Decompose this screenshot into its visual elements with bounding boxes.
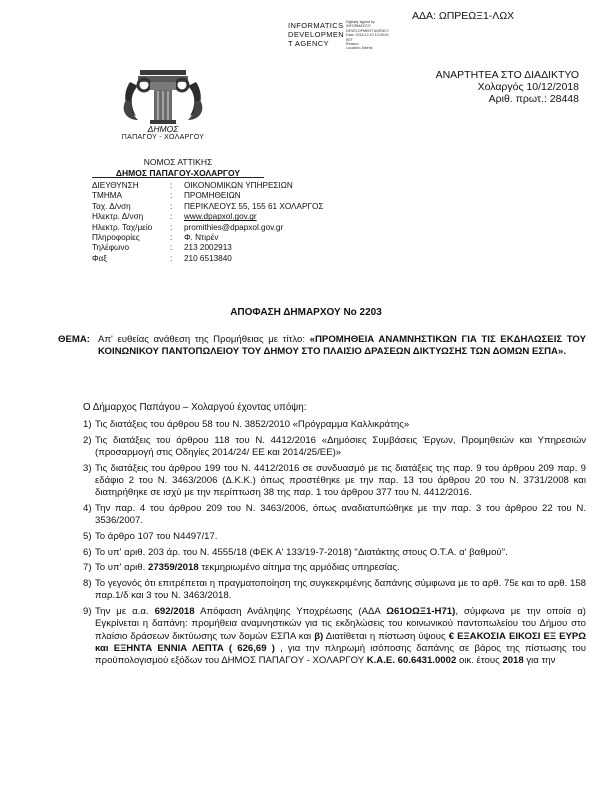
contact-table bbox=[92, 181, 323, 264]
list-item: 8) Το γεγονός ότι επιτρέπεται η πραγματοποίηση της συγκεκριμένης δαπάνης σύμφωνα με το αρθ. 75ε και το αρθ. 158 παρ.1/δ και 3 του Ν. 3463/2018. bbox=[83, 577, 586, 602]
organization-header bbox=[92, 157, 264, 178]
list-item: 6) Το υπ' αριθ. 203 άρ. του Ν. 4555/18 (ΦΕΚ Α' 133/19-7-2018) "Διατάκτης στους Ο.Τ.Α. α' βαθμού". bbox=[83, 546, 508, 558]
logo-caption-line2: ΠΑΠΑΓΟΥ - ΧΟΛΑΡΓΟΥ bbox=[121, 134, 205, 141]
contact-row: Πληροφορίες : Φ. Ντιρέν bbox=[92, 233, 219, 243]
contact-row: Ηλεκτρ. Δ/νση : www.dpapxol.gov.gr bbox=[92, 212, 257, 222]
contact-row: ΔΙΕΥΘΥΝΣΗ : ΟΙΚΟΝΟΜΙΚΩΝ ΥΠΗΡΕΣΙΩΝ bbox=[92, 181, 293, 190]
subject-label: ΘΕΜΑ: bbox=[58, 334, 90, 345]
list-item: 2) Τις διατάξεις του άρθρου 118 του Ν. 4412/2016 «Δημόσιες Συμβάσεις Έργων, Προμηθειών και Υπηρεσιών (προσαρμογή στις Οδηγίες 2014/24/ ΕΕ και 2014/25/ΕΕ)» bbox=[83, 434, 586, 458]
list-item: 9) Την με α.α. 692/2018 Απόφαση Ανάληψης Υποχρέωσης (ΑΔΑ Ω61ΟΩΞ1-Η71), σύμφωνα με την οποία α) Εγκρίνεται η δαπάνη: προμήθεια αναμνηστικών για τις εκδηλώσεις του κοινωνικού παντοπωλείου του Δήμου στο πλαίσιο δράσεων δικτύωσης των δομών ΕΣΠΑ και β) Διατίθεται η πίστωση ύψους € ΕΞΑΚΟΣΙΑ ΕΙΚΟΣΙ ΕΞ ΕΥΡΩ και ΕΞΗΝΤΑ ΕΝΝΙΑ ΛΕΠΤΑ ( 626,69 ) , για την πληρωμή ισόποσης δαπάνης σε βάρος της πίστωσης του προϋπολογισμού εξόδων του ΔΗΜΟΣ ΠΑΠΑΓΟΥ - ΧΟΛΑΡΓΟΥ Κ.Α.Ε. 60.6431.0002 οικ. έτους 2018 για την bbox=[83, 605, 587, 667]
document-meta bbox=[436, 69, 579, 105]
dimos: ΔΗΜΟΣ ΠΑΠΑΓΟΥ-ΧΟΛΑΡΓΟΥ bbox=[115, 167, 241, 178]
contact-row: Τηλέφωνο : 213 2002913 bbox=[92, 243, 232, 253]
website-link[interactable]: www.dpapxol.gov.gr bbox=[184, 212, 257, 222]
publish-notice: ΑΝΑΡΤΗΤΕΑ ΣΤΟ ΔΙΑΔΙΚΤΥΟ bbox=[435, 69, 579, 81]
list-item: 3) Τις διατάξεις του άρθρου 199 του Ν. 4412/2016 σε συνδυασμό με τις διατάξεις της παρ. 9 του άρθρου 209 παρ. 9 εδάφιο 2 του Ν. 3463/2006 (Δ.Κ.Κ.) όπως προστέθηκε με την παρ. 13 του άρθρου 20 του Ν. 3731/2008 και διατηρήθηκε σε ισχύ με την περίπτωση 38 της παρ. 1 του άρθρου 377 του Ν. 4412/2016. bbox=[83, 462, 586, 499]
intro-text: Ο Δήμαρχος Παπάγου – Χολαργού έχοντας υπόψη: bbox=[83, 402, 307, 413]
contact-row: Φαξ : 210 6513840 bbox=[92, 253, 232, 263]
divider bbox=[92, 177, 264, 178]
ada-code: ΑΔΑ: ΩΠΡΕΩΞ1-ΛΩΧ bbox=[412, 10, 515, 22]
place-date: Χολαργός 10/12/2018 bbox=[477, 81, 579, 93]
signature-organization: INFORMATICS DEVELOPMEN T AGENCY bbox=[288, 21, 345, 48]
contact-row: ΤΜΗΜΑ : ΠΡΟΜΗΘΕΙΩΝ bbox=[92, 191, 241, 201]
list-item: 7) Το υπ' αριθ. 27359/2018 τεκμηριωμένο αίτημα της αρμόδιας υπηρεσίας. bbox=[83, 562, 400, 574]
list-item: 1) Τις διατάξεις του άρθρου 58 του Ν. 3852/2010 «Πρόγραμμα Καλλικράτης» bbox=[83, 419, 410, 430]
list-item: 4) Την παρ. 4 του άρθρου 209 του Ν. 3463/2006, όπως αναδιατυπώθηκε με την παρ. 3 του άρθρου 22 του Ν. 3536/2007. bbox=[83, 503, 586, 527]
list-item: 5) Το άρθρο 107 του Ν4497/17. bbox=[83, 531, 218, 542]
contact-row: Ηλεκτρ. Ταχ/μείο : promithies@dpapxol.gov.gr bbox=[92, 222, 284, 232]
logo-caption-line1: ΔΗΜΟΣ bbox=[147, 124, 179, 134]
decision-title: ΑΠΟΦΑΣΗ ΔΗΜΑΡΧΟΥ Νο 2203 bbox=[230, 307, 382, 318]
subject-text: Απ' ευθείας ανάθεση της Προμήθειας με τίτλο: «ΠΡΟΜΗΘΕΙΑ ΑΝΑΜΝΗΣΤΙΚΩΝ ΓΙΑ ΤΙΣ ΕΚΔΗΛΩΣΕΙΣ ΤΟΥ ΚΟΙΝΩΝΙΚΟΥ ΠΑΝΤΟΠΩΛΕΙΟΥ ΤΟΥ ΔΗΜΟΥ ΣΤΟ ΠΛΑΙΣΙΟ ΔΡΑΣΕΩΝ ΔΙΚΤΥΩΣΗΣ ΤΩΝ ΔΟΜΩΝ ΕΣΠΑ». bbox=[98, 334, 586, 358]
signature-details: Digitally signed by INFORMATICS DEVELOPMENT AGENCY Date: 2018.12.10 13:28:04 EET Reason: Location: Athens bbox=[346, 20, 390, 51]
municipality-logo bbox=[116, 60, 210, 154]
considerations-list bbox=[83, 419, 586, 671]
contact-row: Ταχ. Δ/νση : ΠΕΡΙΚΛΕΟΥΣ 55, 155 61 ΧΟΛΑΡΓΟΣ bbox=[92, 201, 324, 211]
protocol-number: Αριθ. πρωτ.: 28448 bbox=[488, 93, 579, 105]
nomos: ΝΟΜΟΣ ΑΤΤΙΚΗΣ bbox=[143, 157, 213, 167]
email-link[interactable]: promithies@dpapxol.gov.gr bbox=[184, 222, 284, 232]
